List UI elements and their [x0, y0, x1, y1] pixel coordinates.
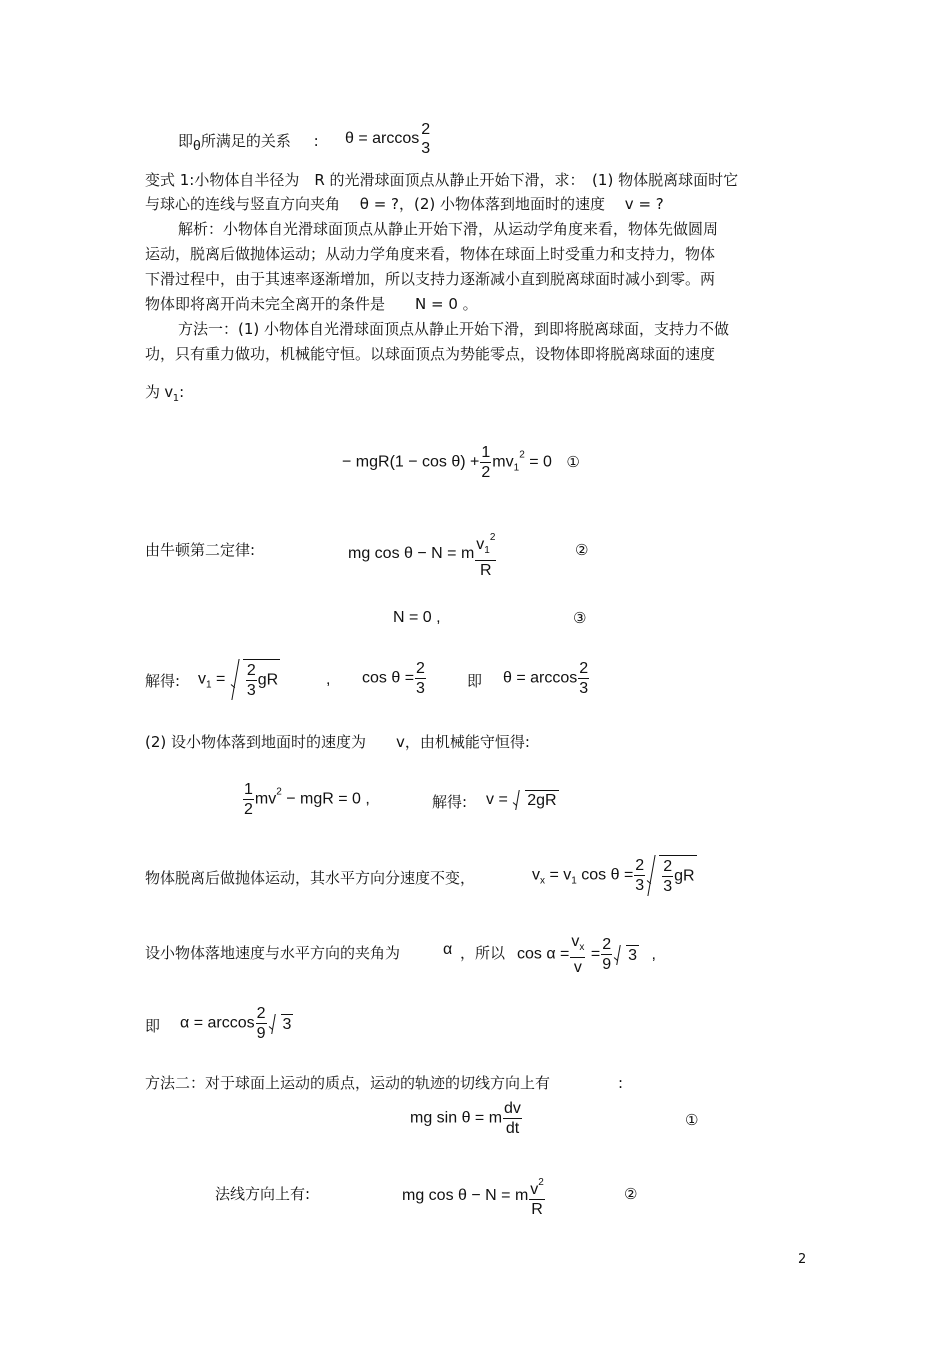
vx-cos: cos θ = [581, 866, 634, 884]
vx-eq-sub: 1 [571, 875, 577, 887]
equation-newton [348, 528, 497, 580]
vx-text: 物体脱离后做抛体运动，其水平方向分速度不变， [145, 869, 476, 887]
eq4-num: 1 [244, 781, 253, 798]
alpha-cos: cos α = [517, 945, 570, 963]
alpha2-left: α = arccos [180, 1014, 255, 1032]
vx-left-sub: x [540, 875, 545, 887]
eq4-solution [486, 790, 559, 810]
method1-line-2: 功，只有重力做功，机械能守恒。以球面顶点为势能零点，设物体即将脱离球面的速度 [145, 345, 716, 363]
eq4-sup: 2 [276, 786, 282, 798]
solve1-cos-den: 3 [416, 680, 425, 697]
eq6-tag: ② [624, 1185, 638, 1203]
solve1-theta-num: 2 [579, 660, 589, 677]
alpha2-den: 9 [256, 1025, 266, 1042]
solve1-cos [362, 659, 427, 698]
alpha-text: 设小物体落地速度与水平方向的夹角为 [145, 944, 401, 962]
alpha2-ji: 即 [145, 1017, 161, 1035]
intro-line [178, 131, 319, 155]
solve1-cos-num: 2 [416, 660, 425, 677]
alpha2-formula [180, 1004, 293, 1043]
eq3-tag: ③ [573, 609, 587, 627]
eq2-label: 由牛顿第二定律: [145, 541, 256, 559]
method2-colon: : [618, 1074, 624, 1092]
eq1-tag: ① [566, 453, 580, 471]
eq2-den: R [480, 562, 492, 579]
solve1-v1-var: v [198, 670, 206, 688]
vx-rad-num: 2 [663, 858, 673, 875]
intro-eq: θ = arccos [345, 130, 420, 148]
eq4-v-left: v = [486, 791, 508, 809]
alpha-den2: 9 [602, 956, 612, 973]
solve1-theta [503, 659, 590, 698]
alpha-num-v: v [571, 933, 580, 950]
intro-formula [345, 120, 432, 158]
eq1-tail: = 0 [529, 453, 552, 471]
vx-rad-tail: gR [674, 867, 695, 885]
method2-text: 方法二：对于球面上运动的质点，运动的轨迹的切线方向上有 [145, 1074, 551, 1092]
alpha-formula [517, 932, 656, 977]
alpha-sym: α [443, 941, 453, 958]
eq1-num: 1 [481, 444, 491, 461]
alpha-so: ，所以 [460, 944, 506, 962]
variant-line-1: 变式 1:小物体自半径为 R 的光滑球面顶点从静止开始下滑，求： (1) 物体脱离球面时它 [145, 171, 739, 189]
eq5-den: dt [505, 1120, 520, 1137]
solve1-cos-left: cos θ = [362, 669, 415, 687]
vx-den: 3 [635, 877, 645, 894]
alpha2-num: 2 [256, 1005, 266, 1022]
method1-v1-colon: : [179, 383, 185, 401]
solve1-ji: 即 [467, 672, 483, 690]
alpha2-rad: 3 [282, 1015, 292, 1033]
solve1-theta-den: 3 [579, 680, 589, 697]
alpha-comma: , [651, 945, 656, 963]
eq6-sup: 2 [538, 1177, 544, 1188]
eq4-den: 2 [244, 801, 253, 818]
analysis-line-2: 运动，脱离后做抛体运动；从动力学角度来看，物体在球面上时受重力和支持力，物体 [145, 245, 716, 263]
alpha-num-sub: x [579, 942, 585, 953]
vx-formula [532, 855, 697, 896]
equation-energy-2 [242, 780, 370, 819]
method1-line-1: 方法一：(1) 小物体自光滑球面顶点从静止开始下滑，到即将脱离球面，支持力不做 [178, 320, 730, 338]
part2-text: (2) 设小物体落到地面时的速度为 v，由机械能守恒得: [145, 733, 530, 751]
eq4-mid: mv [254, 790, 277, 808]
eq2-num-sup: 2 [489, 532, 496, 543]
eq2-num-v: v [476, 536, 485, 553]
alpha-den: v [573, 959, 582, 976]
equation-normal [402, 1173, 546, 1219]
alpha-rad: 3 [628, 946, 637, 964]
vx-num: 2 [635, 857, 645, 874]
analysis-line-1: 解析：小物体自光滑球面顶点从静止开始下滑，从运动学角度来看，物体先做圆周 [178, 220, 719, 238]
eq1-right: mv [492, 453, 514, 471]
page-number: 2 [798, 1252, 807, 1267]
eq1-sub: 1 [513, 462, 520, 474]
solve1-v1-sub: 1 [206, 679, 212, 691]
variant-line-2: 与球心的连线与竖直方向夹角 θ = ?，(2) 小物体落到地面时的速度 v = ? [145, 195, 664, 213]
method1-v1-var: v [164, 384, 173, 401]
solve1-label: 解得: [145, 672, 181, 690]
eq5-num: dv [504, 1100, 521, 1117]
solve1-rad-den: 3 [246, 682, 256, 699]
intro-den: 3 [421, 140, 431, 157]
method1-v1-line [145, 382, 184, 409]
intro-prefix: 即 [178, 132, 194, 150]
eq2-tag: ② [575, 541, 589, 559]
analysis-line-3: 下滑过程中，由于其速率逐渐增加，所以支持力逐渐减小直到脱离球面时减小到零。两 [145, 270, 716, 288]
equation-tangent [410, 1099, 523, 1138]
analysis-line-4: 物体即将离开尚未完全离开的条件是 N = 0 。 [145, 295, 478, 313]
intro-label: 所满足的关系 [200, 132, 291, 150]
eq6-label: 法线方向上有: [215, 1185, 311, 1203]
eq6-den: R [531, 1201, 543, 1218]
solve1-v1 [198, 659, 280, 700]
solve1-rad-tail: gR [257, 671, 279, 689]
intro-theta: θ [193, 137, 201, 153]
solve1-comma: , [326, 671, 331, 688]
eq2-num-sub: 1 [484, 545, 490, 556]
alpha-eq: = [590, 945, 601, 963]
vx-left: v [532, 866, 540, 884]
vx-rad-den: 3 [663, 878, 673, 895]
eq1-sup: 2 [519, 449, 525, 461]
eq5-left: mg sin θ = m [410, 1109, 503, 1127]
alpha-num2: 2 [602, 936, 612, 953]
intro-colon: : [313, 132, 319, 150]
eq4-tail: − mgR = 0 , [286, 790, 370, 808]
equation-energy [342, 443, 580, 482]
eq2-left: mg cos θ − N = m [348, 545, 475, 563]
solve1-eq: = [216, 670, 226, 688]
solve1-theta-left: θ = arccos [503, 669, 578, 687]
eq4-label: 解得: [432, 793, 468, 811]
method1-v1-label: 为 [145, 383, 161, 401]
eq1-left: − mgR(1 − cos θ) + [342, 453, 480, 471]
eq6-left: mg cos θ − N = m [402, 1187, 529, 1205]
eq4-rad: 2gR [527, 792, 557, 809]
eq6-num: v [530, 1181, 539, 1198]
intro-num: 2 [421, 121, 431, 138]
eq5-tag: ① [685, 1111, 699, 1129]
eq1-den: 2 [481, 464, 491, 481]
solve1-rad-num: 2 [246, 662, 256, 679]
vx-eq: = v [549, 866, 572, 884]
eq3-expr: N = 0 , [393, 609, 441, 626]
method1-v1-sub: 1 [172, 393, 180, 404]
